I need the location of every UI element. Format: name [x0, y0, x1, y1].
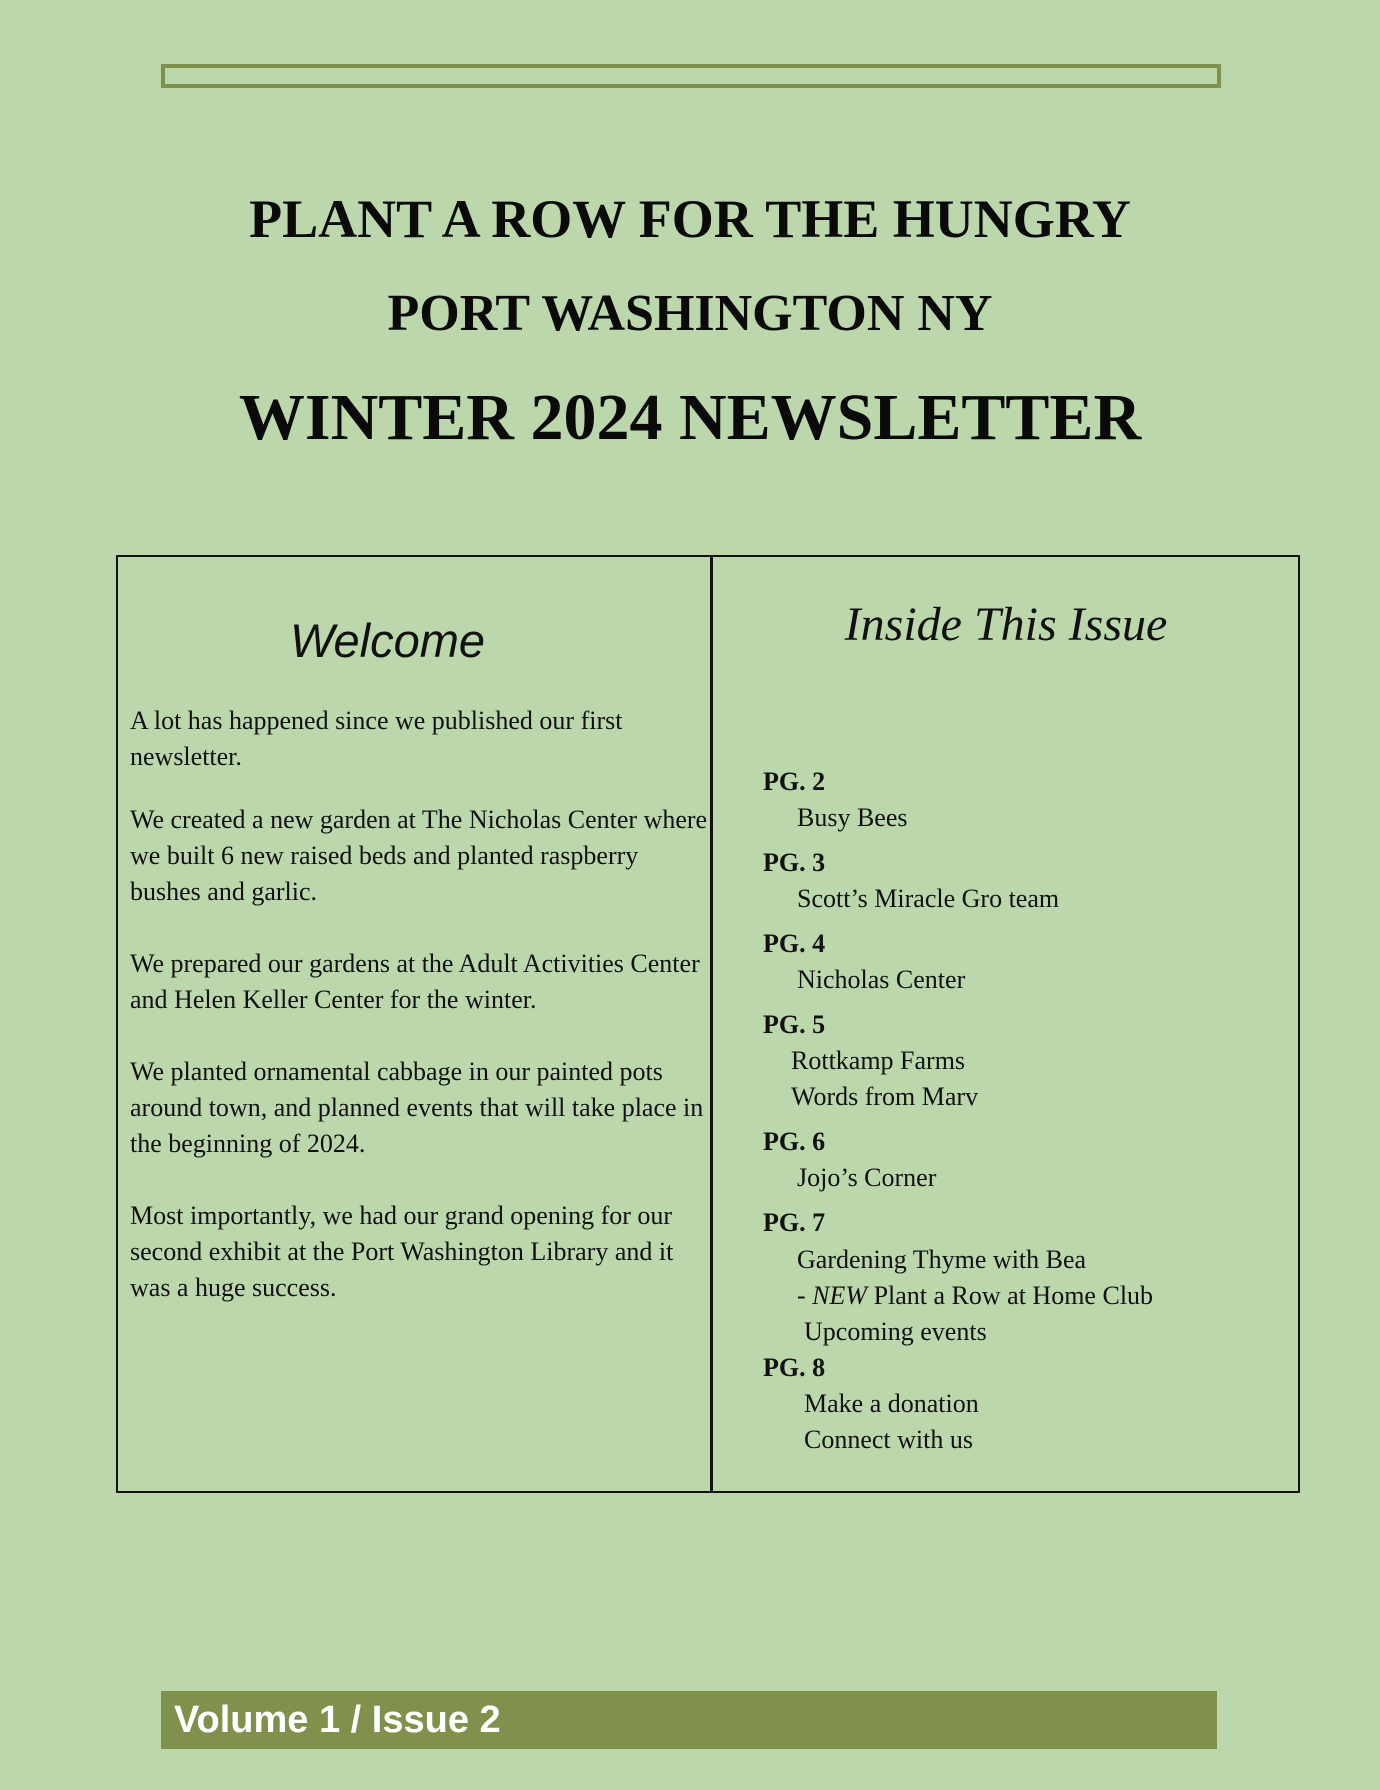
welcome-paragraph: We planted ornamental cabbage in our painted pots around town, and planned events that will take place in the beginning of 2024. — [130, 1057, 704, 1158]
toc-page-label: PG. 7 — [763, 1208, 826, 1237]
toc-item-busy-bees: Busy Bees — [797, 803, 908, 832]
toc-item-connect-with-us: Connect with us — [804, 1425, 973, 1454]
toc-item-home-club-label: Plant a Row at Home Club — [867, 1281, 1154, 1310]
toc-item-scotts-miracle-gro: Scott’s Miracle Gro team — [797, 884, 1060, 913]
toc-item-make-a-donation: Make a donation — [804, 1389, 979, 1418]
welcome-heading: Welcome — [290, 614, 486, 667]
newsletter-location: PORT WASHINGTON NY — [387, 285, 993, 342]
newsletter-org-title: PLANT A ROW FOR THE HUNGRY — [249, 189, 1131, 249]
toc-item-dash: - — [797, 1281, 813, 1310]
toc-page-label: PG. 3 — [763, 848, 826, 877]
toc-page-label: PG. 8 — [763, 1353, 826, 1382]
header-rule — [161, 64, 1221, 88]
volume-issue-label: Volume 1 / Issue 2 — [174, 1699, 501, 1741]
welcome-paragraph: We created a new garden at The Nicholas Center where we built 6 new raised beds and planted raspberry bushes and garlic. — [130, 805, 708, 906]
welcome-paragraph: Most importantly, we had our grand opening for our second exhibit at the Port Washington Library and it was a huge success. — [130, 1201, 674, 1302]
welcome-paragraph: A lot has happened since we published our first newsletter. — [130, 706, 623, 771]
column-divider — [710, 557, 713, 1491]
content-box — [116, 555, 1300, 1493]
toc-item-plant-a-row-home-club — [797, 1281, 1153, 1311]
newsletter-edition-title: WINTER 2024 NEWSLETTER — [238, 381, 1142, 454]
inside-issue-heading: Inside This Issue — [844, 598, 1168, 651]
toc-item-jojos-corner: Jojo’s Corner — [797, 1163, 937, 1192]
toc-item-rottkamp-farms: Rottkamp Farms — [791, 1046, 966, 1075]
toc-page-label: PG. 6 — [763, 1127, 826, 1156]
toc-item-nicholas-center: Nicholas Center — [797, 965, 966, 994]
welcome-paragraph: We prepared our gardens at the Adult Activities Center and Helen Keller Center for the winter. — [130, 949, 700, 1014]
toc-item-gardening-thyme: Gardening Thyme with Bea — [797, 1245, 1087, 1274]
toc-page-label: PG. 2 — [763, 767, 826, 796]
toc-page-label: PG. 4 — [763, 929, 826, 958]
toc-item-words-from-marv: Words from Marv — [791, 1082, 979, 1111]
new-tag: NEW — [812, 1281, 868, 1310]
toc-page-label: PG. 5 — [763, 1010, 826, 1039]
toc-item-upcoming-events: Upcoming events — [804, 1317, 987, 1346]
volume-issue-banner — [161, 1691, 1217, 1749]
